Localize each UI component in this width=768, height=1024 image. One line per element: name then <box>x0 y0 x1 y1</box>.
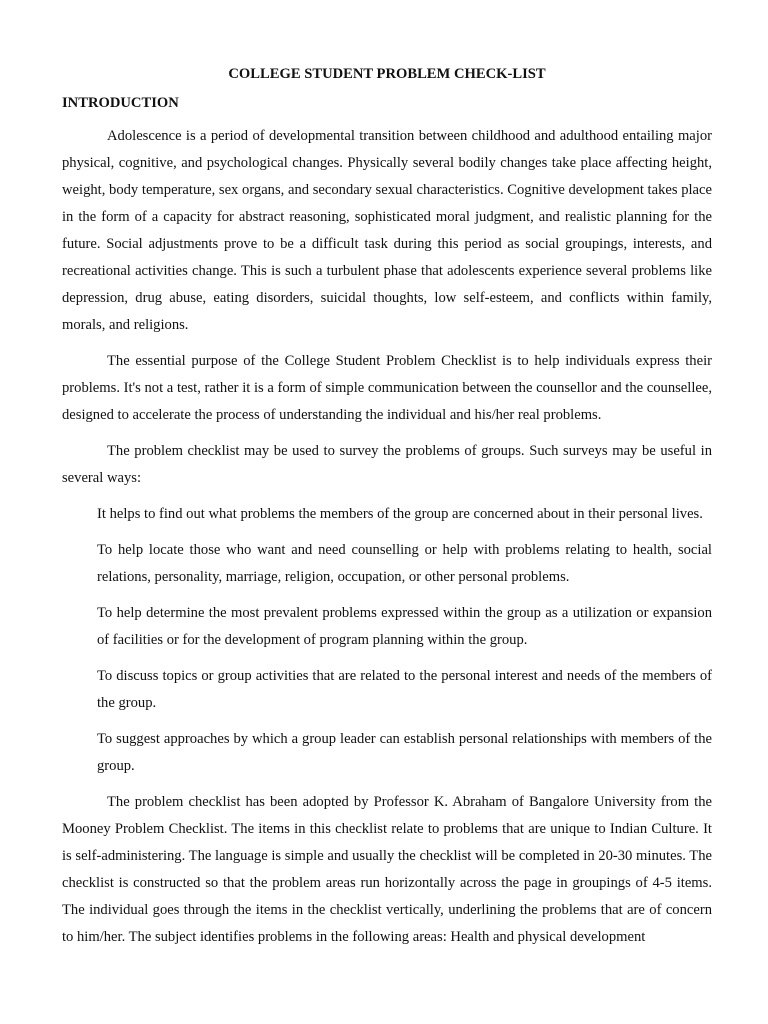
paragraph-adolescence: Adolescence is a period of developmental transition between childhood and adulthood entailing major physical, cognitive, and psychological changes. Physically several bodily changes take place affecting height, weight, body temperature, sex organs, and secondary sexual characteristics. Cognitive development takes place in the form of a capacity for abstract reasoning, sophisticated moral judgment, and realistic planning for the future. Social adjustments prove to be a difficult task during this period as social groupings, interests, and recreational activities change. This is such a turbulent phase that adolescents experience several problems like depression, drug abuse, eating disorders, suicidal thoughts, low self-esteem, and conflicts within family, morals, and religions. <box>62 128 712 333</box>
paragraph-group-surveys: The problem checklist may be used to survey the problems of groups. Such surveys may be useful in several ways: <box>62 443 712 486</box>
use-item: To discuss topics or group activities that are related to the personal interest and needs of the members of the group. <box>97 668 712 711</box>
document-page <box>62 64 712 960</box>
use-item: To help determine the most prevalent problems expressed within the group as a utilization or expansion of facilities or for the development of program planning within the group. <box>97 605 712 648</box>
paragraph-checklist-description: The problem checklist has been adopted by Professor K. Abraham of Bangalore University from the Mooney Problem Checklist. The items in this checklist relate to problems that are unique to Indian Culture. It is self-administering. The language is simple and usually the checklist will be completed in 20-30 minutes. The checklist is constructed so that the problem areas run horizontally across the page in groupings of 4-5 items. The individual goes through the items in the checklist vertically, underlining the problems that are of concern to him/her. The subject identifies problems in the following areas: Health and physical development <box>62 794 712 945</box>
use-item: It helps to find out what problems the members of the group are concerned about in their personal lives. <box>97 506 703 522</box>
uses-list <box>62 501 712 780</box>
document-title: COLLEGE STUDENT PROBLEM CHECK-LIST <box>228 66 546 82</box>
use-item: To help locate those who want and need counselling or help with problems relating to health, social relations, personality, marriage, religion, occupation, or other personal problems. <box>97 542 712 585</box>
use-item: To suggest approaches by which a group leader can establish personal relationships with members of the group. <box>97 731 712 774</box>
section-heading-introduction: INTRODUCTION <box>62 95 179 111</box>
paragraph-purpose: The essential purpose of the College Student Problem Checklist is to help individuals express their problems. It's not a test, rather it is a form of simple communication between the counsellor and the counsellee, designed to accelerate the process of understanding the individual and his/her real problems. <box>62 353 712 423</box>
